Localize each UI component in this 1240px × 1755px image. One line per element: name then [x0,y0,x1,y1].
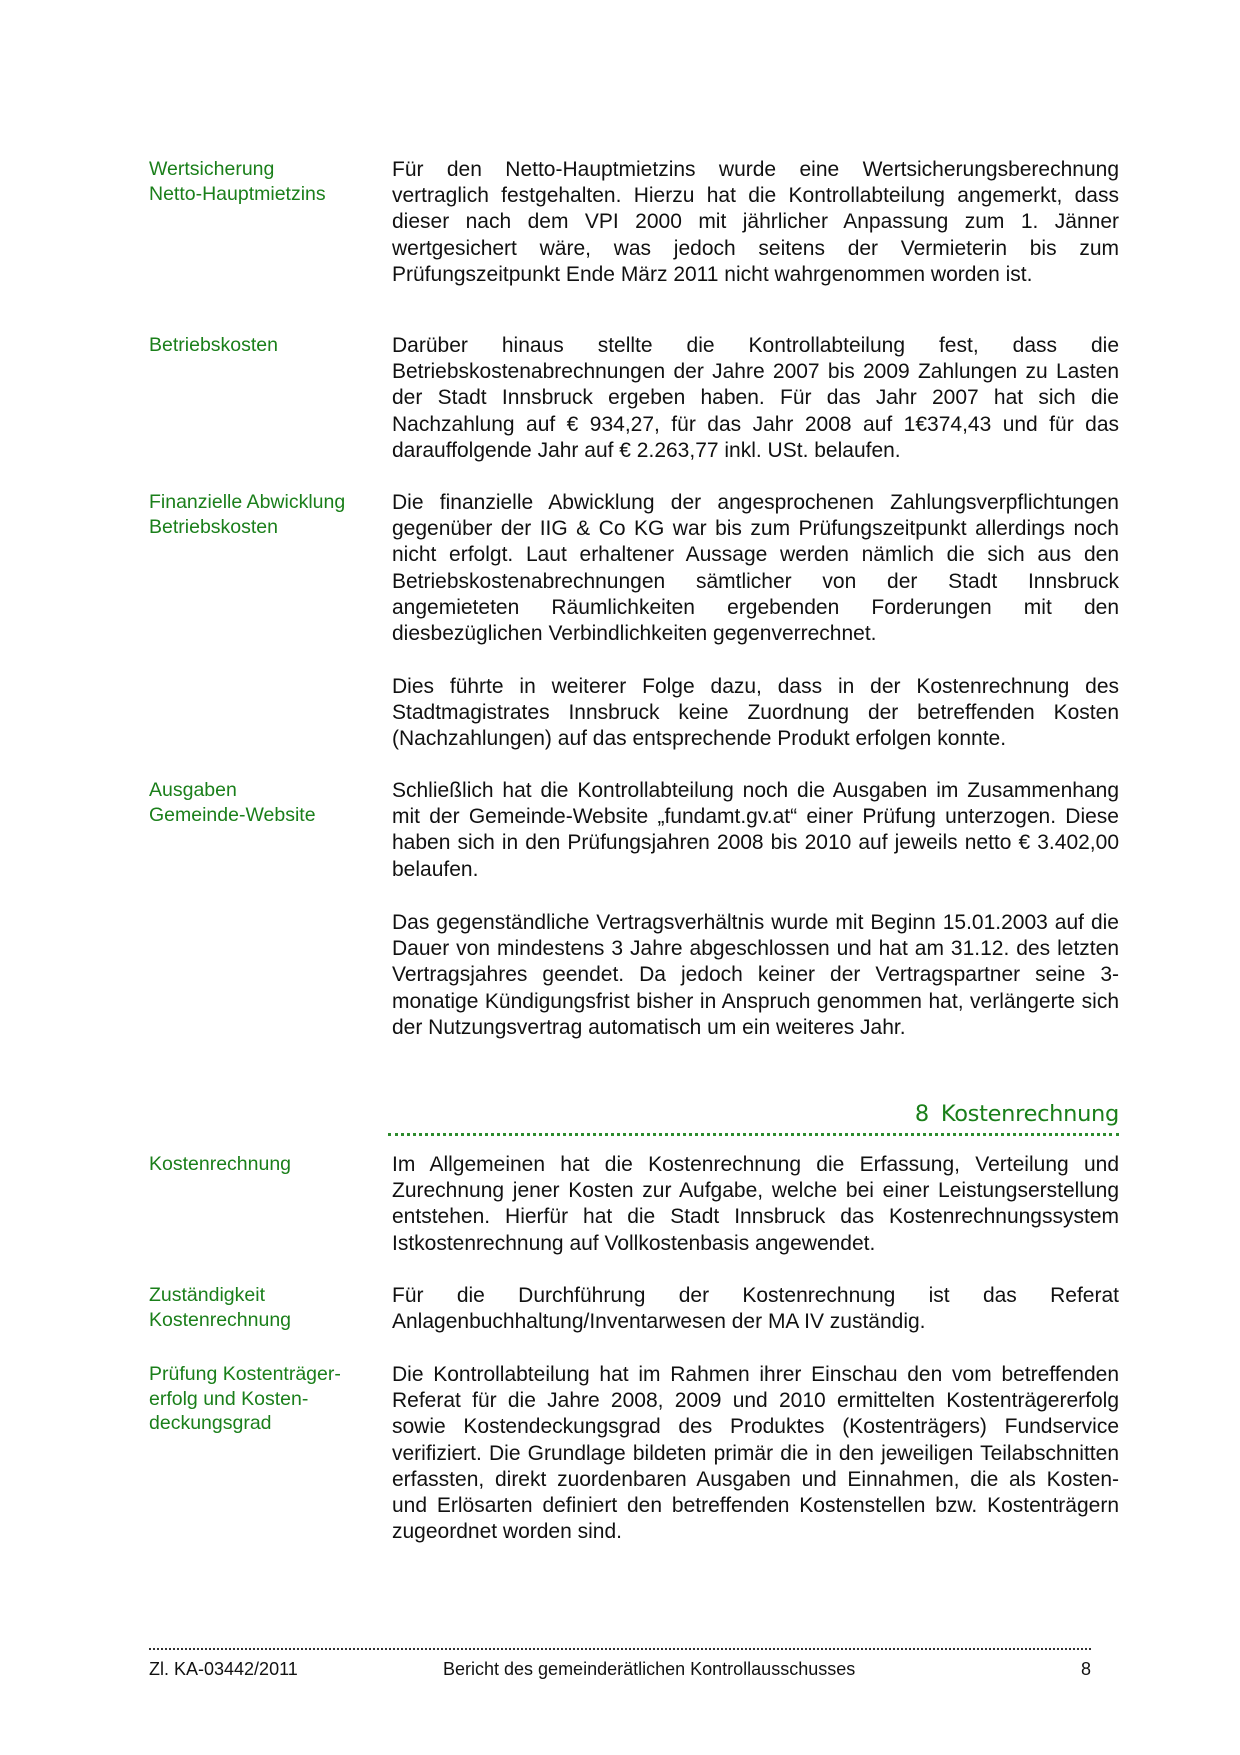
body-paragraph: Die finanzielle Abwicklung der angesprochenen Zahlungsverpflichtungen gegenüber der IIG & Co KG war bis zum Prüfungszeitpunkt allerdings noch nicht erfolgt. Laut erhaltener Aussage werden nämlich die sich aus den Betriebskostenabrechnungen sämtlicher von der Stadt Innsbruck angemieteten Räumlichkeiten ergebenden Forderungen mit den diesbezüglichen Verbindlichkeiten gegenverrechnet. [392,491,1119,646]
margin-label-line: Netto-Hauptmietzins [149,182,326,205]
body-paragraph: Darüber hinaus stellte die Kontrollabteilung fest, dass die Betriebskostenabrechnungen der Jahre 2007 bis 2009 Zahlungen zu Lasten der Stadt Innsbruck ergeben haben. Für das Jahr 2007 hat sich die Nachzahlung auf € 934,27, für das Jahr 2008 auf 1€374,43 und für das darauffolgende Jahr auf € 2.263,77 inkl. USt. belaufen. [392,334,1119,462]
paragraph-pruefung-kostentraeger [392,1362,1119,1545]
margin-label-line: Ausgaben [149,779,237,801]
paragraph-kostenrechnung-folge [392,674,1119,753]
margin-label-line: Prüfung Kostenträger- [149,1363,341,1385]
page-number: 8 [1080,1659,1091,1679]
margin-label-ausgaben-website [149,778,364,827]
body-paragraph: Für den Netto-Hauptmietzins wurde eine Wertsicherungsberechnung vertraglich festgehalten. Hierzu hat die Kontrollabteilung angemerkt, dass dieser nach dem VPI 2000 mit jährlicher Anpassung zum 1. Jänner wertgesichert wäre, was jedoch seitens der Vermieterin bis zum Prüfungszeitpunkt Ende März 2011 nicht wahrgenommen worden ist. [392,158,1119,286]
paragraph-kostenrechnung [392,1152,1119,1257]
margin-label-line: Wertsicherung [149,158,275,180]
paragraph-finanzielle-abwicklung [392,490,1119,647]
margin-label-wertsicherung [149,157,364,206]
margin-label-line: erfolg und Kosten- [149,1387,309,1410]
margin-label-line: Betriebskosten [149,515,278,538]
paragraph-vertragsverhaeltnis [392,910,1119,1041]
margin-label-betriebskosten [149,333,364,358]
footer-divider [149,1648,1091,1650]
footer-title: Bericht des gemeinderätlichen Kontrollausschusses [443,1659,856,1679]
paragraph-ausgaben-website [392,778,1119,883]
body-paragraph: Die Kontrollabteilung hat im Rahmen ihrer Einschau den vom betreffenden Referat für die Jahre 2008, 2009 und 2010 ermittelten Kostenträgererfolg sowie Kostendeckungsgrad des Produktes (Kostenträgers) Fundservice verifiziert. Die Grundlage bildeten primär die in den jeweiligen Teilabschnitten erfassten, direkt zuordenbaren Ausgaben und Einnahmen, die als Kosten- und Erlösarten definiert den betreffenden Kostenstellen bzw. Kostenträgern zugeordnet worden sind. [392,1363,1119,1544]
margin-label-finanzielle-abwicklung [149,490,364,539]
body-paragraph: Das gegenständliche Vertragsverhältnis wurde mit Beginn 15.01.2003 auf die Dauer von mindestens 3 Jahre abgeschlossen und hat am 31.12. des letzten Vertragsjahres geendet. Da jedoch keiner der Vertragspartner seine 3-monatige Kündigungsfrist bisher in Anspruch genommen hat, verlängerte sich der Nutzungsvertrag automatisch um ein weiteres Jahr. [392,911,1119,1039]
paragraph-zustaendigkeit [392,1283,1119,1335]
section-heading [388,1100,1119,1128]
margin-label-line: Betriebskosten [149,334,278,356]
margin-label-line: Kostenrechnung [149,1308,292,1331]
margin-label-line: Kostenrechnung [149,1153,292,1175]
margin-label-line: Zuständigkeit [149,1284,265,1306]
section-title: Kostenrechnung [940,1101,1119,1127]
body-paragraph: Dies führte in weiterer Folge dazu, dass in der Kostenrechnung des Stadtmagistrates Innsbruck keine Zuordnung der betreffenden Kosten (Nachzahlungen) auf das entsprechende Produkt erfolgen konnte. [392,675,1119,751]
paragraph-betriebskosten [392,333,1119,464]
section-divider [388,1133,1119,1136]
margin-label-zustaendigkeit [149,1283,364,1332]
margin-label-kostenrechnung [149,1152,364,1177]
body-paragraph: Im Allgemeinen hat die Kostenrechnung die Erfassung, Verteilung und Zurechnung jener Kosten zur Aufgabe, welche bei einer Leistungserstellung entstehen. Hierfür hat die Stadt Innsbruck das Kostenrechnungssystem Istkostenrechnung auf Vollkostenbasis angewendet. [392,1153,1119,1255]
section-number: 8 [914,1101,929,1127]
footer-reference: Zl. KA-03442/2011 [149,1659,298,1679]
paragraph-wertsicherung [392,157,1119,288]
margin-label-pruefung-kostentraeger [149,1362,364,1436]
margin-label-line: Finanzielle Abwicklung [149,491,346,513]
body-paragraph: Für die Durchführung der Kostenrechnung ist das Referat Anlagenbuchhaltung/Inventarwesen der MA IV zuständig. [392,1284,1119,1334]
margin-label-line: deckungsgrad [149,1412,272,1434]
margin-label-line: Gemeinde-Website [149,803,316,826]
body-paragraph: Schließlich hat die Kontrollabteilung noch die Ausgaben im Zusammenhang mit der Gemeinde-Website „fundamt.gv.at“ einer Prüfung unterzogen. Diese haben sich in den Prüfungsjahren 2008 bis 2010 auf jeweils netto € 3.402,00 belaufen. [392,779,1119,881]
